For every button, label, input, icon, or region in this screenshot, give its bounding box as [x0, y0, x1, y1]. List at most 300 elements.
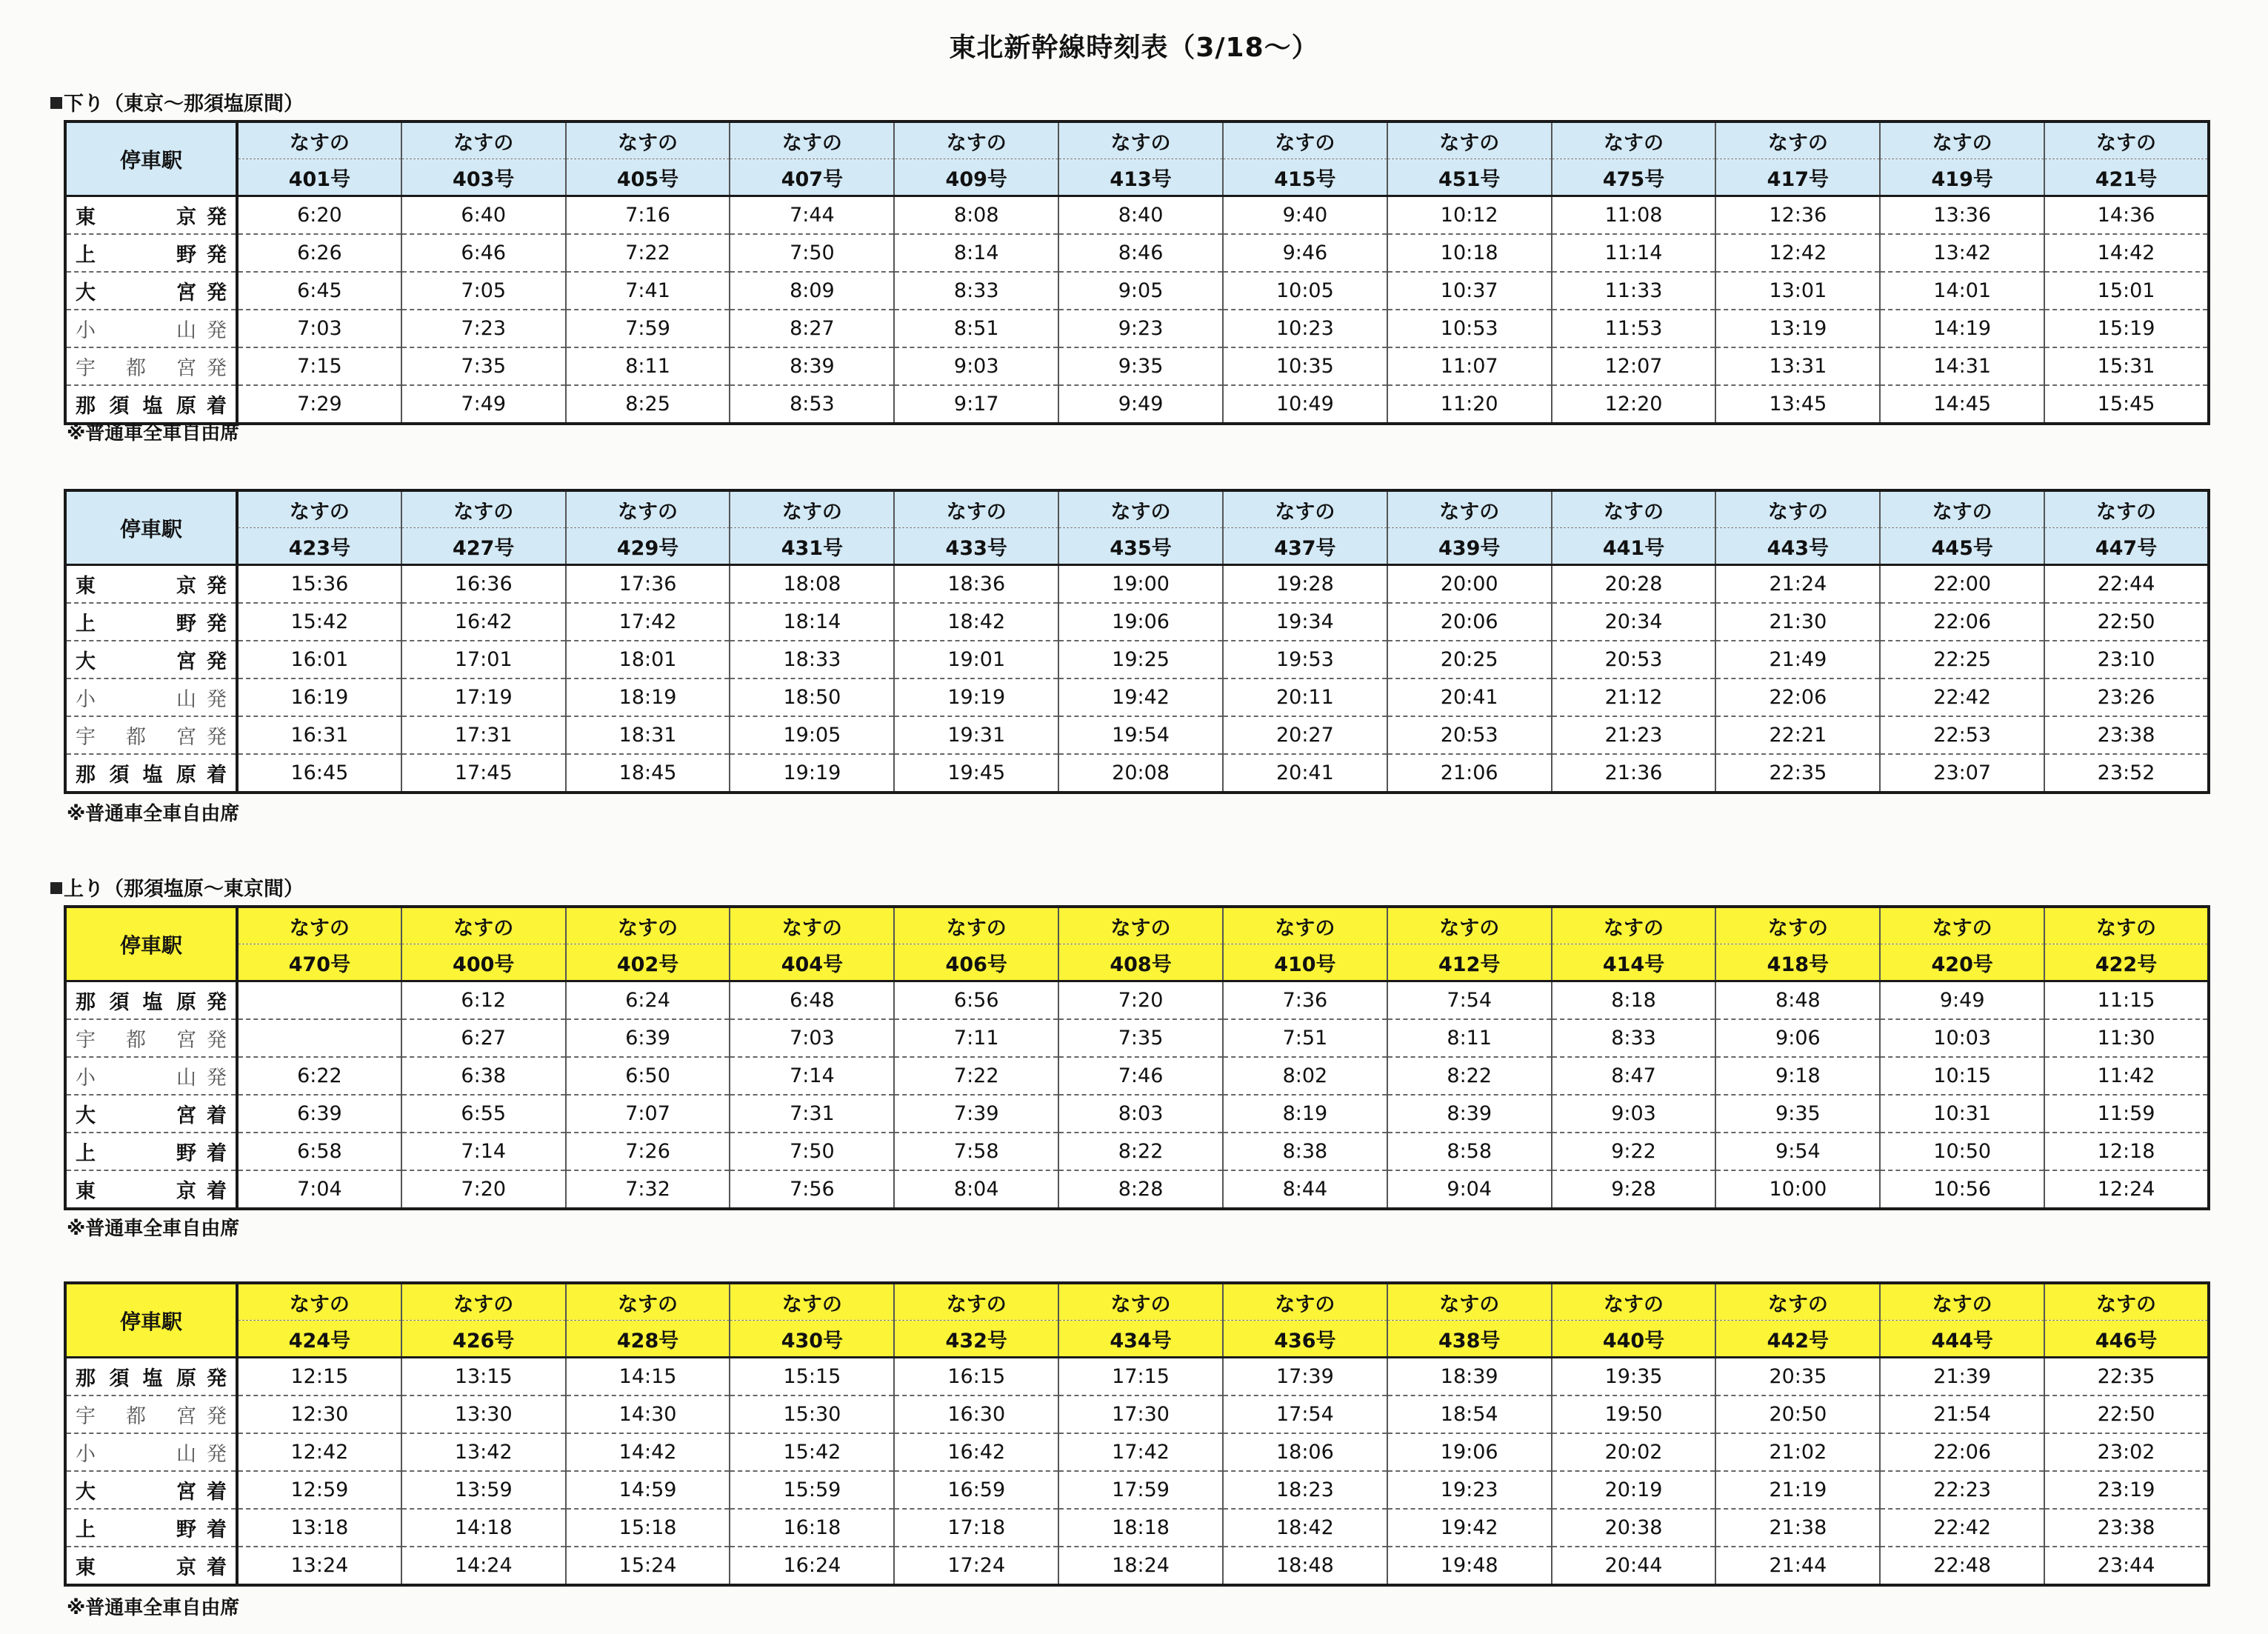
time-cell: 20:34 — [1552, 603, 1716, 641]
train-name: なすの — [1552, 490, 1716, 528]
time-cell: 7:05 — [401, 272, 566, 310]
station-cell — [65, 603, 237, 641]
time-cell: 7:32 — [566, 1170, 730, 1209]
table-row — [65, 1133, 2209, 1170]
time-cell: 15:01 — [2044, 272, 2209, 310]
train-name: なすの — [894, 1283, 1058, 1321]
station-action: 発 — [207, 613, 227, 636]
train-number: 407号 — [730, 159, 894, 196]
time-cell: 8:48 — [1715, 981, 1880, 1020]
station-name: 東 京 — [76, 575, 196, 598]
train-name: なすの — [1058, 907, 1223, 944]
train-number: 405号 — [566, 159, 730, 196]
time-cell: 19:19 — [894, 678, 1058, 716]
station-cell — [65, 981, 237, 1020]
station-cell — [65, 1170, 237, 1209]
station-label — [76, 1513, 227, 1542]
station-cell — [65, 310, 237, 347]
station-label — [76, 239, 227, 267]
time-cell: 7:51 — [1223, 1019, 1387, 1057]
station-name: 那 須 塩 原 — [76, 991, 196, 1015]
train-number: 446号 — [2044, 1321, 2209, 1358]
train-name: なすの — [401, 490, 566, 528]
time-cell: 11:14 — [1552, 234, 1716, 272]
time-cell: 18:50 — [730, 678, 894, 716]
train-number: 437号 — [1223, 528, 1387, 565]
time-cell: 8:58 — [1387, 1133, 1552, 1170]
time-cell: 13:18 — [237, 1509, 401, 1547]
time-cell: 8:22 — [1058, 1133, 1223, 1170]
train-number: 470号 — [237, 944, 401, 981]
time-cell: 18:31 — [566, 716, 730, 754]
time-cell: 8:39 — [1387, 1095, 1552, 1133]
time-cell: 22:44 — [2044, 565, 2209, 604]
train-name: なすの — [1058, 1283, 1223, 1321]
time-cell: 15:24 — [566, 1547, 730, 1585]
station-cell — [65, 1395, 237, 1433]
time-cell: 13:42 — [401, 1433, 566, 1471]
section-heading-down: 下り（東京～那須塩原間） — [50, 87, 304, 116]
time-cell: 16:01 — [237, 641, 401, 678]
time-cell: 6:22 — [237, 1057, 401, 1095]
station-label — [76, 1137, 227, 1166]
train-number: 408号 — [1058, 944, 1223, 981]
time-cell: 6:27 — [401, 1019, 566, 1057]
train-number: 447号 — [2044, 528, 2209, 565]
table-row — [65, 1019, 2209, 1057]
station-cell — [65, 754, 237, 793]
time-cell: 6:48 — [730, 981, 894, 1020]
train-name: なすの — [401, 121, 566, 159]
train-name: なすの — [730, 1283, 894, 1321]
train-number: 410号 — [1223, 944, 1387, 981]
station-label — [76, 1362, 227, 1391]
train-name: なすの — [730, 121, 894, 159]
station-label — [76, 986, 227, 1015]
time-cell: 20:35 — [1715, 1358, 1880, 1396]
time-cell: 8:46 — [1058, 234, 1223, 272]
time-cell: 10:18 — [1387, 234, 1552, 272]
time-cell: 6:40 — [401, 196, 566, 235]
time-cell: 13:59 — [401, 1471, 566, 1509]
train-name: なすの — [1387, 121, 1552, 159]
time-cell: 20:41 — [1223, 754, 1387, 793]
time-cell: 12:20 — [1552, 385, 1716, 424]
station-name: 大 宮 — [76, 281, 196, 304]
time-cell: 16:18 — [730, 1509, 894, 1547]
time-cell: 15:45 — [2044, 385, 2209, 424]
time-cell: 16:45 — [237, 754, 401, 793]
time-cell: 8:47 — [1552, 1057, 1716, 1095]
time-cell: 22:25 — [1880, 641, 2044, 678]
time-cell: 16:19 — [237, 678, 401, 716]
station-name: 小 山 — [76, 1442, 196, 1466]
station-action: 発 — [207, 244, 227, 267]
train-number: 402号 — [566, 944, 730, 981]
time-cell: 10:53 — [1387, 310, 1552, 347]
station-action: 発 — [207, 1405, 227, 1429]
time-cell: 6:38 — [401, 1057, 566, 1095]
time-cell: 10:03 — [1880, 1019, 2044, 1057]
time-cell: 22:50 — [2044, 603, 2209, 641]
train-number: 451号 — [1387, 159, 1552, 196]
station-label — [76, 1438, 227, 1467]
time-cell: 19:01 — [894, 641, 1058, 678]
station-action: 着 — [207, 1104, 227, 1127]
station-name: 宇 都 宮 — [76, 356, 196, 380]
station-cell — [65, 1358, 237, 1396]
time-cell: 21:02 — [1715, 1433, 1880, 1471]
time-cell: 14:59 — [566, 1471, 730, 1509]
time-cell: 10:12 — [1387, 196, 1552, 235]
train-number: 426号 — [401, 1321, 566, 1358]
time-cell: 7:44 — [730, 196, 894, 235]
time-cell: 21:24 — [1715, 565, 1880, 604]
time-cell: 20:53 — [1552, 641, 1716, 678]
time-cell: 7:31 — [730, 1095, 894, 1133]
train-number: 438号 — [1387, 1321, 1552, 1358]
time-cell: 18:36 — [894, 565, 1058, 604]
station-action: 着 — [207, 394, 227, 418]
time-cell: 6:55 — [401, 1095, 566, 1133]
time-cell: 16:36 — [401, 565, 566, 604]
station-name: 東 京 — [76, 1555, 196, 1579]
time-cell: 7:20 — [1058, 981, 1223, 1020]
time-cell: 8:39 — [730, 347, 894, 385]
timetable-note: ※普通車全車自由席 — [67, 803, 240, 825]
time-cell: 14:31 — [1880, 347, 2044, 385]
time-cell: 14:42 — [2044, 234, 2209, 272]
time-cell: 22:42 — [1880, 678, 2044, 716]
time-cell: 7:03 — [730, 1019, 894, 1057]
time-cell: 21:49 — [1715, 641, 1880, 678]
time-cell: 19:05 — [730, 716, 894, 754]
time-cell: 15:15 — [730, 1358, 894, 1396]
train-name: なすの — [1387, 490, 1552, 528]
station-name: 小 山 — [76, 687, 196, 711]
time-cell: 18:45 — [566, 754, 730, 793]
time-cell: 17:36 — [566, 565, 730, 604]
train-name: なすの — [1058, 121, 1223, 159]
time-cell: 9:46 — [1223, 234, 1387, 272]
time-cell: 6:46 — [401, 234, 566, 272]
station-label — [76, 721, 227, 750]
time-cell: 19:00 — [1058, 565, 1223, 604]
train-number: 421号 — [2044, 159, 2209, 196]
train-number: 434号 — [1058, 1321, 1223, 1358]
time-cell: 18:48 — [1223, 1547, 1387, 1585]
station-cell — [65, 1433, 237, 1471]
station-action: 着 — [207, 1141, 227, 1165]
time-cell: 22:23 — [1880, 1471, 2044, 1509]
time-cell: 12:42 — [1715, 234, 1880, 272]
station-label — [76, 1024, 227, 1053]
page-title: 東北新幹線時刻表（3/18～） — [949, 33, 1319, 63]
train-number: 427号 — [401, 528, 566, 565]
time-cell: 13:15 — [401, 1358, 566, 1396]
station-action: 発 — [207, 725, 227, 749]
time-cell: 19:23 — [1387, 1471, 1552, 1509]
train-name: なすの — [894, 907, 1058, 944]
station-action: 発 — [207, 206, 227, 230]
station-cell — [65, 678, 237, 716]
train-name: なすの — [566, 490, 730, 528]
time-cell: 22:21 — [1715, 716, 1880, 754]
time-cell: 12:42 — [237, 1433, 401, 1471]
time-cell: 21:38 — [1715, 1509, 1880, 1547]
station-cell — [65, 716, 237, 754]
time-cell: 13:31 — [1715, 347, 1880, 385]
time-cell: 20:38 — [1552, 1509, 1716, 1547]
time-cell: 10:00 — [1715, 1170, 1880, 1209]
train-number: 430号 — [730, 1321, 894, 1358]
station-action: 発 — [207, 991, 227, 1015]
time-cell: 9:49 — [1058, 385, 1223, 424]
time-cell: 9:03 — [1552, 1095, 1716, 1133]
train-number: 431号 — [730, 528, 894, 565]
time-cell: 15:59 — [730, 1471, 894, 1509]
time-cell: 16:30 — [894, 1395, 1058, 1433]
train-number: 417号 — [1715, 159, 1880, 196]
station-action: 着 — [207, 1480, 227, 1504]
time-cell: 23:10 — [2044, 641, 2209, 678]
time-cell: 8:33 — [894, 272, 1058, 310]
train-name: なすの — [730, 490, 894, 528]
time-cell: 20:08 — [1058, 754, 1223, 793]
time-cell: 10:23 — [1223, 310, 1387, 347]
time-cell: 8:38 — [1223, 1133, 1387, 1170]
time-cell: 9:06 — [1715, 1019, 1880, 1057]
station-action: 発 — [207, 319, 227, 342]
time-cell: 11:33 — [1552, 272, 1716, 310]
train-number: 440号 — [1552, 1321, 1716, 1358]
station-action: 発 — [207, 281, 227, 304]
station-cell — [65, 1019, 237, 1057]
time-cell: 21:54 — [1880, 1395, 2044, 1433]
time-cell: 19:35 — [1552, 1358, 1716, 1396]
time-cell: 12:59 — [237, 1471, 401, 1509]
train-number: 409号 — [894, 159, 1058, 196]
time-cell: 10:05 — [1223, 272, 1387, 310]
time-cell: 7:58 — [894, 1133, 1058, 1170]
time-cell: 17:01 — [401, 641, 566, 678]
time-cell: 18:42 — [1223, 1509, 1387, 1547]
train-number: 414号 — [1552, 944, 1716, 981]
time-cell: 22:53 — [1880, 716, 2044, 754]
train-number: 439号 — [1387, 528, 1552, 565]
time-cell: 8:03 — [1058, 1095, 1223, 1133]
time-cell: 17:39 — [1223, 1358, 1387, 1396]
train-name: なすの — [1715, 1283, 1880, 1321]
table-row — [65, 1358, 2209, 1396]
station-label — [76, 1175, 227, 1204]
train-number: 444号 — [1880, 1321, 2044, 1358]
station-action: 着 — [207, 1179, 227, 1203]
time-cell: 18:54 — [1387, 1395, 1552, 1433]
time-cell: 8:22 — [1387, 1057, 1552, 1095]
table-row — [65, 716, 2209, 754]
time-cell: 9:17 — [894, 385, 1058, 424]
time-cell: 17:18 — [894, 1509, 1058, 1547]
time-cell: 12:18 — [2044, 1133, 2209, 1170]
train-name: なすの — [566, 907, 730, 944]
station-action: 着 — [207, 1555, 227, 1579]
time-cell: 18:42 — [894, 603, 1058, 641]
train-name: なすの — [401, 907, 566, 944]
station-name: 宇 都 宮 — [76, 725, 196, 749]
train-name: なすの — [1880, 907, 2044, 944]
table-row — [65, 1057, 2209, 1095]
train-number: 433号 — [894, 528, 1058, 565]
table-row — [65, 1433, 2209, 1471]
time-cell: 15:36 — [237, 565, 401, 604]
time-cell: 9:35 — [1715, 1095, 1880, 1133]
time-cell: 23:26 — [2044, 678, 2209, 716]
time-cell: 16:31 — [237, 716, 401, 754]
time-cell: 9:54 — [1715, 1133, 1880, 1170]
table-row — [65, 565, 2209, 604]
train-name: なすの — [894, 490, 1058, 528]
train-name: なすの — [1880, 121, 2044, 159]
station-cell — [65, 565, 237, 604]
station-cell — [65, 1509, 237, 1547]
train-number: 442号 — [1715, 1321, 1880, 1358]
station-label — [76, 1400, 227, 1429]
time-cell: 8:09 — [730, 272, 894, 310]
time-cell: 9:49 — [1880, 981, 2044, 1020]
table-row — [65, 385, 2209, 424]
time-cell: 20:25 — [1387, 641, 1552, 678]
train-name: なすの — [566, 121, 730, 159]
train-name: なすの — [1880, 1283, 2044, 1321]
time-cell: 6:20 — [237, 196, 401, 235]
train-number: 420号 — [1880, 944, 2044, 981]
time-cell: 15:42 — [730, 1433, 894, 1471]
time-cell: 8:25 — [566, 385, 730, 424]
time-cell: 17:24 — [894, 1547, 1058, 1585]
time-cell: 12:30 — [237, 1395, 401, 1433]
time-cell: 19:42 — [1058, 678, 1223, 716]
station-label — [76, 1061, 227, 1090]
time-cell: 9:28 — [1552, 1170, 1716, 1209]
stop-station-header: 停車駅 — [65, 1283, 237, 1358]
time-cell: 6:24 — [566, 981, 730, 1020]
time-cell: 11:59 — [2044, 1095, 2209, 1133]
time-cell: 8:53 — [730, 385, 894, 424]
station-name: 上 野 — [76, 244, 196, 267]
time-cell: 19:34 — [1223, 603, 1387, 641]
time-cell: 13:42 — [1880, 234, 2044, 272]
station-label — [76, 1475, 227, 1504]
station-cell — [65, 347, 237, 385]
time-cell: 7:26 — [566, 1133, 730, 1170]
train-name: なすの — [237, 907, 401, 944]
station-action: 発 — [207, 1029, 227, 1053]
time-cell: 13:19 — [1715, 310, 1880, 347]
time-cell: 17:45 — [401, 754, 566, 793]
time-cell: 20:27 — [1223, 716, 1387, 754]
train-name: なすの — [1058, 490, 1223, 528]
time-cell: 19:06 — [1058, 603, 1223, 641]
train-number: 419号 — [1880, 159, 2044, 196]
time-cell: 7:49 — [401, 385, 566, 424]
time-cell: 6:58 — [237, 1133, 401, 1170]
table-row — [65, 196, 2209, 235]
time-cell: 9:40 — [1223, 196, 1387, 235]
time-cell: 8:51 — [894, 310, 1058, 347]
time-cell: 16:15 — [894, 1358, 1058, 1396]
time-cell: 7:22 — [566, 234, 730, 272]
time-cell — [237, 1019, 401, 1057]
train-name: なすの — [566, 1283, 730, 1321]
time-cell: 17:42 — [1058, 1433, 1223, 1471]
train-name: なすの — [237, 121, 401, 159]
table-row — [65, 1547, 2209, 1585]
time-cell: 22:35 — [1715, 754, 1880, 793]
train-number: 413号 — [1058, 159, 1223, 196]
train-name: なすの — [1223, 907, 1387, 944]
station-label — [76, 683, 227, 712]
time-cell: 7:59 — [566, 310, 730, 347]
time-cell: 9:18 — [1715, 1057, 1880, 1095]
time-cell: 18:06 — [1223, 1433, 1387, 1471]
time-cell: 10:37 — [1387, 272, 1552, 310]
time-cell: 19:28 — [1223, 565, 1387, 604]
station-cell — [65, 1133, 237, 1170]
time-cell: 7:16 — [566, 196, 730, 235]
train-name: なすの — [237, 490, 401, 528]
time-cell: 9:04 — [1387, 1170, 1552, 1209]
time-cell: 23:52 — [2044, 754, 2209, 793]
time-cell: 6:12 — [401, 981, 566, 1020]
table-row — [65, 347, 2209, 385]
station-label — [76, 1551, 227, 1580]
station-name: 上 野 — [76, 1141, 196, 1165]
train-number: 423号 — [237, 528, 401, 565]
train-name: なすの — [1715, 121, 1880, 159]
time-cell: 13:24 — [237, 1547, 401, 1585]
train-number: 401号 — [237, 159, 401, 196]
station-cell — [65, 196, 237, 235]
time-cell: 7:50 — [730, 1133, 894, 1170]
train-number: 443号 — [1715, 528, 1880, 565]
time-cell: 21:12 — [1552, 678, 1716, 716]
time-cell: 22:06 — [1715, 678, 1880, 716]
time-cell: 9:22 — [1552, 1133, 1716, 1170]
station-name: 小 山 — [76, 319, 196, 342]
table-row — [65, 272, 2209, 310]
time-cell: 11:30 — [2044, 1019, 2209, 1057]
stop-station-header: 停車駅 — [65, 907, 237, 981]
time-cell: 21:30 — [1715, 603, 1880, 641]
time-cell: 7:54 — [1387, 981, 1552, 1020]
time-cell: 10:56 — [1880, 1170, 2044, 1209]
train-name: なすの — [1223, 490, 1387, 528]
time-cell: 14:01 — [1880, 272, 2044, 310]
time-cell: 17:19 — [401, 678, 566, 716]
time-cell: 7:39 — [894, 1095, 1058, 1133]
station-action: 着 — [207, 763, 227, 787]
train-name: なすの — [2044, 1283, 2209, 1321]
time-cell: 18:24 — [1058, 1547, 1223, 1585]
train-name: なすの — [1387, 1283, 1552, 1321]
time-cell: 20:41 — [1387, 678, 1552, 716]
station-label — [76, 276, 227, 305]
time-cell: 14:36 — [2044, 196, 2209, 235]
station-name: 大 宮 — [76, 1104, 196, 1127]
time-cell: 15:31 — [2044, 347, 2209, 385]
time-cell: 23:38 — [2044, 1509, 2209, 1547]
